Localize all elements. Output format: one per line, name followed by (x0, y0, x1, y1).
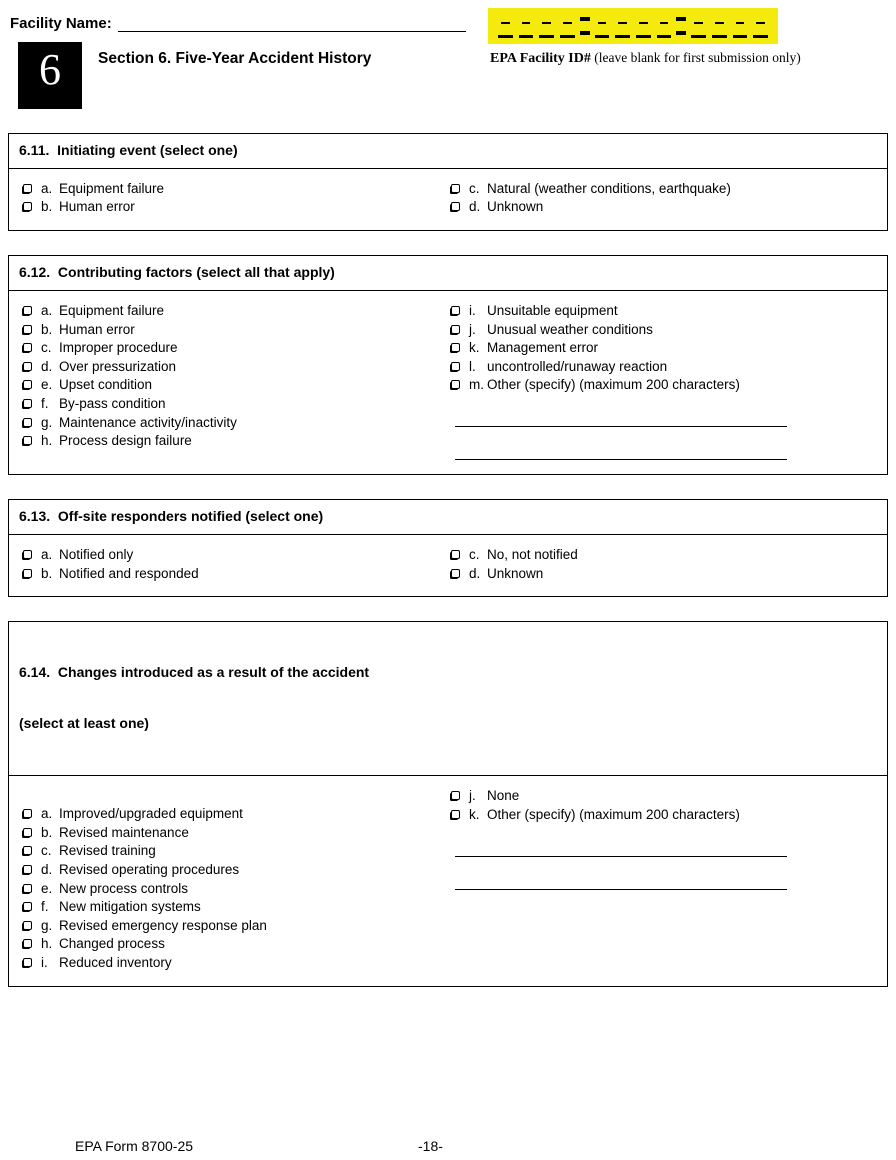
checkbox-option (21, 823, 449, 842)
option-label: Equipment failure (59, 302, 165, 318)
option-label: Unknown (487, 565, 544, 581)
question-title-6-11: 6.11. Initiating event (select one) (9, 134, 887, 169)
option-letter: c. (469, 180, 480, 196)
option-letter: a. (41, 302, 53, 318)
checkbox[interactable] (451, 550, 460, 559)
checkbox-option (21, 897, 449, 916)
options-right-6-13 (449, 545, 877, 582)
epa-id-char-cell[interactable] (639, 22, 648, 24)
checkbox-option (449, 376, 877, 395)
option-label: Human error (59, 321, 135, 337)
page-number: -18- (418, 1138, 443, 1154)
option-letter: m. (469, 377, 484, 393)
checkbox[interactable] (23, 550, 32, 559)
epa-id-char-cell[interactable] (563, 22, 572, 24)
checkbox-option (449, 786, 877, 805)
epa-id-hyphen (676, 31, 686, 35)
form-number: EPA Form 8700-25 (75, 1138, 194, 1154)
other-specify-line[interactable] (455, 394, 787, 427)
question-box-6-12 (8, 255, 888, 475)
option-letter: c. (469, 546, 480, 562)
epa-id-char-cell[interactable] (694, 22, 703, 24)
checkbox-option (449, 545, 877, 564)
checkbox[interactable] (451, 202, 460, 211)
checkbox[interactable] (451, 362, 460, 371)
option-letter: d. (41, 861, 53, 877)
option-letter: e. (41, 880, 53, 896)
checkbox-option (21, 916, 449, 935)
checkbox[interactable] (451, 380, 460, 389)
checkbox[interactable] (23, 306, 32, 315)
checkbox-option (21, 860, 449, 879)
checkbox-option (21, 394, 449, 413)
options-left-6-14 (21, 786, 449, 971)
epa-id-boxes-top[interactable] (495, 13, 771, 24)
checkbox-option (21, 804, 449, 823)
epa-id-hyphen (676, 17, 686, 21)
epa-id-char-cell[interactable] (618, 22, 627, 24)
option-label: Management error (487, 340, 599, 356)
option-label: Other (specify) (maximum 200 characters) (487, 377, 740, 393)
option-label: Human error (59, 199, 135, 215)
options-left-6-11 (21, 179, 449, 216)
checkbox-option (21, 376, 449, 395)
epa-id-char-cell[interactable] (636, 35, 651, 38)
checkbox[interactable] (23, 184, 32, 193)
option-letter: b. (41, 199, 53, 215)
epa-id-char-cell[interactable] (522, 22, 531, 24)
question-box-6-13 (8, 499, 888, 597)
option-label: Improved/upgraded equipment (59, 806, 243, 822)
epa-id-char-cell[interactable] (598, 22, 607, 24)
checkbox-option (449, 805, 877, 824)
checkbox-option (449, 198, 877, 217)
option-letter: j. (469, 321, 476, 337)
options-right-6-14 (449, 786, 877, 971)
epa-id-char-cell[interactable] (660, 22, 669, 24)
checkbox[interactable] (23, 939, 32, 948)
option-label: Natural (weather conditions, earthquake) (487, 180, 731, 196)
option-letter: b. (41, 824, 53, 840)
question-title-line2-6-14: (select at least one) (19, 715, 149, 732)
other-specify-line[interactable] (455, 427, 787, 460)
epa-id-label-bold: EPA Facility ID# (490, 51, 591, 66)
option-label: No, not notified (487, 546, 578, 562)
checkbox[interactable] (23, 902, 32, 911)
checkbox-option (21, 198, 449, 217)
checkbox-option (21, 431, 449, 450)
options-right-6-12 (449, 301, 877, 460)
option-label: Maintenance activity/inactivity (59, 414, 237, 430)
options-left-6-12 (21, 301, 449, 460)
checkbox[interactable] (23, 958, 32, 967)
epa-id-char-cell[interactable] (712, 35, 727, 38)
question-title-line1-6-14: 6.14. Changes introduced as a result of the accident (19, 664, 370, 681)
option-label: Over pressurization (59, 358, 177, 374)
checkbox[interactable] (451, 306, 460, 315)
checkbox[interactable] (451, 791, 460, 800)
option-label: Revised emergency response plan (59, 917, 267, 933)
epa-id-char-cell[interactable] (560, 35, 575, 38)
section-number-badge: 6 (18, 42, 82, 109)
checkbox[interactable] (23, 809, 32, 818)
checkbox-option (449, 301, 877, 320)
epa-id-hyphen (580, 31, 590, 35)
option-letter: d. (469, 199, 481, 215)
checkbox[interactable] (23, 846, 32, 855)
checkbox[interactable] (23, 202, 32, 211)
option-label: uncontrolled/runaway reaction (487, 358, 668, 374)
options-left-6-13 (21, 545, 449, 582)
epa-id-char-cell[interactable] (733, 35, 748, 38)
option-label: Unusual weather conditions (487, 321, 653, 337)
option-letter: g. (41, 917, 53, 933)
checkbox[interactable] (451, 343, 460, 352)
checkbox[interactable] (23, 436, 32, 445)
checkbox-option (449, 320, 877, 339)
epa-id-char-cell[interactable] (756, 22, 765, 24)
other-specify-lines-6-14 (455, 824, 877, 890)
question-box-6-14 (8, 621, 888, 986)
option-label: Unsuitable equipment (487, 302, 618, 318)
epa-id-hyphen (580, 17, 590, 21)
option-label: Reduced inventory (59, 954, 172, 970)
epa-id-highlight (488, 8, 778, 44)
checkbox[interactable] (23, 343, 32, 352)
checkbox-option (21, 953, 449, 972)
checkbox-option (21, 179, 449, 198)
checkbox[interactable] (451, 325, 460, 334)
question-title-6-12: 6.12. Contributing factors (select all that apply) (9, 256, 887, 291)
option-label: New process controls (59, 880, 189, 896)
epa-id-char-cell[interactable] (736, 22, 745, 24)
epa-id-label (490, 50, 801, 67)
checkbox[interactable] (23, 828, 32, 837)
option-label: Unknown (487, 199, 544, 215)
checkbox[interactable] (23, 380, 32, 389)
option-letter: c. (41, 340, 52, 356)
option-letter: a. (41, 546, 53, 562)
checkbox[interactable] (23, 418, 32, 427)
checkbox-option (449, 357, 877, 376)
option-letter: f. (41, 395, 49, 411)
checkbox-option (449, 338, 877, 357)
other-specify-line[interactable] (455, 857, 787, 890)
option-label: Other (specify) (maximum 200 characters) (487, 806, 740, 822)
option-label: Revised operating procedures (59, 861, 240, 877)
option-letter: i. (41, 954, 48, 970)
option-letter: b. (41, 321, 53, 337)
options-right-list-6-14 (449, 786, 877, 823)
epa-id-char-cell[interactable] (715, 22, 724, 24)
question-box-6-11 (8, 133, 888, 231)
option-label: Notified and responded (59, 565, 199, 581)
checkbox[interactable] (23, 325, 32, 334)
checkbox-option (21, 338, 449, 357)
epa-id-char-cell[interactable] (542, 22, 551, 24)
option-letter: j. (469, 788, 476, 804)
checkbox[interactable] (23, 921, 32, 930)
option-letter: h. (41, 936, 53, 952)
other-specify-lines-6-12 (455, 394, 877, 460)
checkbox[interactable] (451, 810, 460, 819)
option-letter: f. (41, 899, 49, 915)
option-letter: k. (469, 340, 480, 356)
checkbox-option (21, 413, 449, 432)
section-title: Section 6. Five-Year Accident History (98, 50, 372, 67)
option-label: Equipment failure (59, 180, 165, 196)
option-letter: a. (41, 806, 53, 822)
epa-id-char-cell[interactable] (539, 35, 554, 38)
checkbox-option (449, 564, 877, 583)
epa-id-char-cell[interactable] (501, 22, 510, 24)
checkbox-option (21, 301, 449, 320)
epa-id-char-cell[interactable] (519, 35, 534, 38)
option-label: Upset condition (59, 377, 153, 393)
option-letter: d. (41, 358, 53, 374)
option-letter: g. (41, 414, 53, 430)
checkbox-option (21, 564, 449, 583)
checkbox-option (21, 935, 449, 954)
checkbox[interactable] (451, 184, 460, 193)
option-letter: a. (41, 180, 53, 196)
checkbox[interactable] (23, 569, 32, 578)
epa-id-char-cell[interactable] (691, 35, 706, 38)
option-letter: c. (41, 843, 52, 859)
checkbox[interactable] (451, 569, 460, 578)
epa-id-char-cell[interactable] (615, 35, 630, 38)
facility-name-input[interactable] (118, 14, 466, 32)
option-letter: b. (41, 565, 53, 581)
option-letter: d. (469, 565, 481, 581)
checkbox-option (21, 545, 449, 564)
option-label: Process design failure (59, 433, 192, 449)
option-label: By-pass condition (59, 395, 166, 411)
option-letter: l. (469, 358, 476, 374)
checkbox-option (449, 179, 877, 198)
other-specify-line[interactable] (455, 824, 787, 857)
checkbox[interactable] (23, 362, 32, 371)
question-title-6-14 (9, 622, 887, 776)
option-label: Notified only (59, 546, 134, 562)
option-letter: i. (469, 302, 476, 318)
checkbox-option (21, 357, 449, 376)
epa-id-label-note: (leave blank for first submission only) (590, 50, 801, 65)
option-label: Changed process (59, 936, 165, 952)
question-title-6-13: 6.13. Off-site responders notified (select one) (9, 500, 887, 535)
checkbox-option (21, 842, 449, 861)
option-label: Improper procedure (59, 340, 178, 356)
checkbox[interactable] (23, 884, 32, 893)
checkbox[interactable] (23, 865, 32, 874)
option-letter: h. (41, 433, 53, 449)
epa-id-char-cell[interactable] (498, 35, 513, 38)
option-label: Revised maintenance (59, 824, 189, 840)
checkbox[interactable] (23, 399, 32, 408)
checkbox-option (21, 320, 449, 339)
option-letter: e. (41, 377, 53, 393)
option-label: None (487, 788, 520, 804)
option-label: New mitigation systems (59, 899, 201, 915)
option-label: Revised training (59, 843, 156, 859)
options-right-list-6-12 (449, 301, 877, 394)
facility-name-label: Facility Name: (10, 15, 112, 32)
epa-id-boxes-bottom[interactable] (495, 27, 771, 38)
options-right-6-11 (449, 179, 877, 216)
epa-id-char-cell[interactable] (595, 35, 610, 38)
epa-id-char-cell[interactable] (657, 35, 672, 38)
option-letter: k. (469, 806, 480, 822)
checkbox-option (21, 879, 449, 898)
epa-id-char-cell[interactable] (753, 35, 768, 38)
